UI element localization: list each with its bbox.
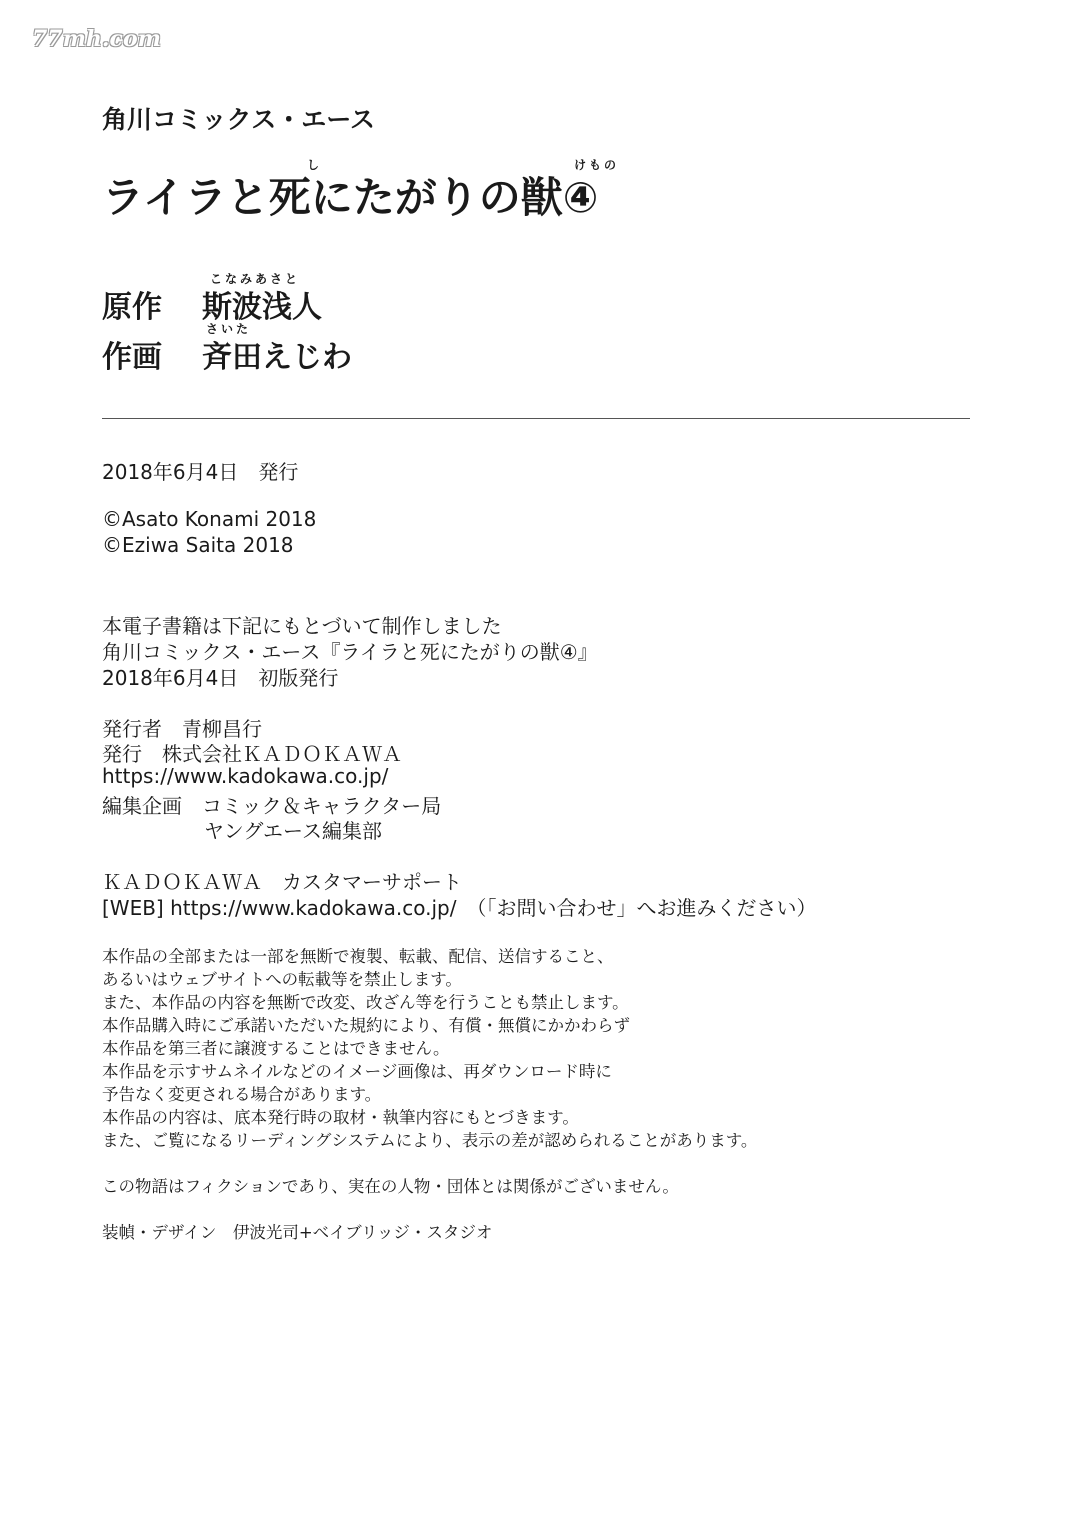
copyright-line: ©Asato Konami 2018 [102,507,317,531]
copyright-line: ©Eziwa Saita 2018 [102,533,294,557]
notice-line: 予告なく変更される場合があります。 [102,1085,382,1104]
notice-line: あるいはウェブサイトへの転載等を禁止します。 [102,970,462,989]
publication-date: 2018年6月4日 発行 [102,460,299,484]
credit-ruby: さいた [206,322,252,336]
notice-line: 本作品の内容は、底本発行時の取材・執筆内容にもとづきます。 [102,1108,579,1127]
watermark-logo: 77mh.com [32,26,161,52]
support-line: ＫＡＤＯＫＡＷＡ カスタマーサポート [102,870,462,894]
notice-line: 本作品を第三者に譲渡することはできません。 [102,1039,450,1058]
design-credit: 装幀・デザイン 伊波光司+ベイブリッジ・スタジオ [102,1223,493,1242]
publisher-line: 発行者 青柳昌行 [102,717,262,741]
title-ruby-shi: し [307,158,323,172]
notice-line: 本作品の全部または一部を無断で複製、転載、配信、送信すること、 [102,947,614,966]
publisher-line: ヤングエース編集部 [204,819,382,843]
book-title-block [102,158,620,228]
divider [102,418,970,419]
publisher-line: 編集企画 コミック＆キャラクター局 [102,794,442,818]
credit-role: 原作 [102,290,162,325]
publisher-url[interactable]: https://www.kadokawa.co.jp/ [102,764,389,788]
notice-line: 本作品購入時にご承諾いただいた規約により、有償・無償にかかわらず [102,1016,630,1035]
publisher-line: 発行 株式会社ＫＡＤＯＫＡＷＡ [102,742,402,766]
book-title: ライラと死にたがりの獣④ [102,173,599,222]
notice-line: また、ご覧になるリーディングシステムにより、表示の差が認められることがあります。 [102,1131,758,1150]
credit-original [102,272,322,326]
credit-ruby: こなみあさと [210,272,301,286]
fiction-disclaimer: この物語はフィクションであり、実在の人物・団体とは関係がございません。 [102,1177,679,1196]
credit-name: 斉田えじわ [202,340,352,375]
title-ruby-kemono: けもの [574,158,620,172]
imprint-label: 角川コミックス・エース [102,105,376,134]
source-line: 2018年6月4日 初版発行 [102,666,339,690]
credit-role: 作画 [102,340,162,375]
notice-line: また、本作品の内容を無断で改変、改ざん等を行うことも禁止します。 [102,993,629,1012]
source-line: 本電子書籍は下記にもとづいて制作しました [102,614,502,638]
support-web[interactable]: [WEB] https://www.kadokawa.co.jp/ （「お問い合わせ」へお進みください） [102,896,817,920]
notice-line: 本作品を示すサムネイルなどのイメージ画像は、再ダウンロード時に [102,1062,612,1081]
credit-name: 斯波浅人 [202,290,322,325]
credit-art [102,322,352,376]
source-line: 角川コミックス・エース『ライラと死にたがりの獣④』 [102,640,598,664]
